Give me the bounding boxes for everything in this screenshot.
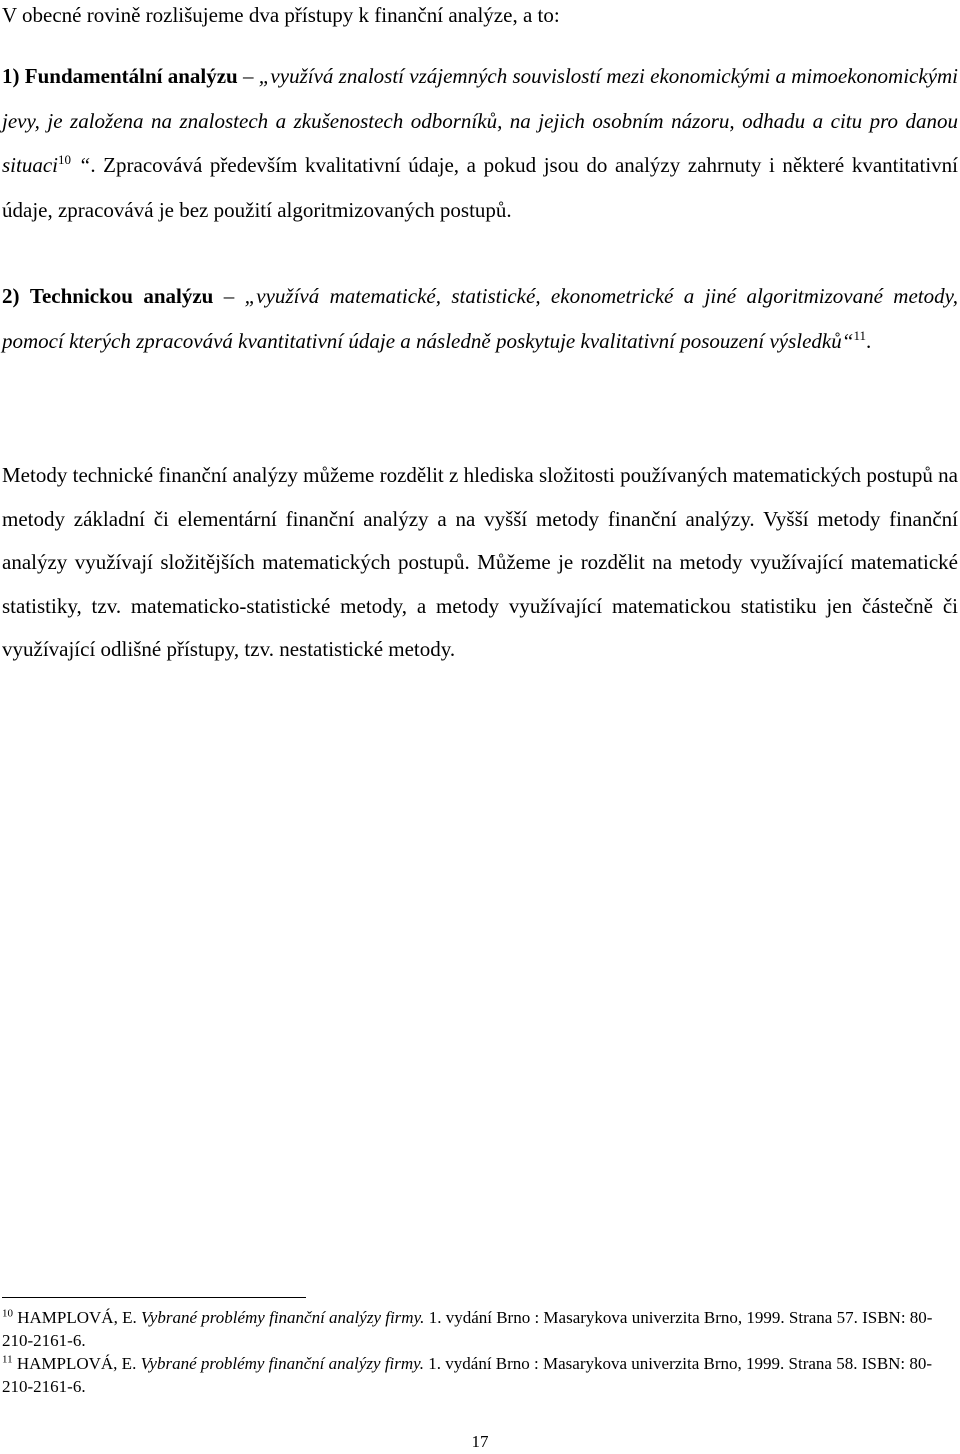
footnote-number: 10 [2, 1307, 13, 1320]
list-item-quote: „využívá matematické, statistické, ekonometrické a jiné algoritmizované metody, pomocí kterých zpracovává kvantitativní údaje a následně poskytuje kvalitativní posouzení výsledků [2, 284, 959, 353]
footnote-author: HAMPLOVÁ, E. [13, 1308, 141, 1327]
list-item-description: . [865, 328, 872, 353]
list-item-description: . Zpracovává především kvalitativní údaje, a pokud jsou do analýzy zahrnuty i některé kvantitativní údaje, zpracovává je bez použití algoritmizovaných postupů. [2, 153, 958, 222]
list-item-fundamental-analysis [2, 54, 958, 232]
list-item-dash: – [213, 284, 245, 308]
footnote-details: 1. vydání Brno : Masarykova univerzita Brno, 1999. Strana 57. ISBN: 80-210-2161-6. [2, 1308, 933, 1350]
list-item-quote-close: “ [841, 328, 854, 353]
footnote-title: Vybrané problémy finanční analýzy firmy. [140, 1308, 425, 1327]
footnote-reference: 10 [58, 152, 71, 167]
footnote [2, 1352, 958, 1398]
page-number: 17 [471, 1432, 489, 1451]
list-item-term: Technickou analýzu [29, 284, 214, 308]
list-item-number: 2) [2, 284, 20, 308]
footnote-author: HAMPLOVÁ, E. [12, 1354, 141, 1373]
list-item-quote: „využívá znalostí vzájemných souvislostí mezi ekonomickými a mimoekonomickými jevy, je založena na znalostech a zkušenostech odborníků, na jejich osobním názoru, odhadu a citu pro danou situaci [2, 64, 959, 177]
list-item-technical-analysis [2, 274, 958, 363]
list-item-quote-close: “ [71, 153, 91, 177]
footnote [2, 1306, 958, 1352]
list-item-term: Fundamentální analýzu [24, 64, 238, 88]
footnote-number: 11 [2, 1353, 13, 1366]
body-paragraph: Metody technické finanční analýzy můžeme rozdělit z hlediska složitosti používaných matematických postupů na metody základní či elementární finanční analýzy a na vyšší metody finanční analýzy. Vyšší metody finanční analýzy využívají složitějších matematických postupů. Můžeme je rozdělit na metody využívající matematické statistiky, tzv. matematicko-statistické metody, a metody využívající matematickou statistiku jen částečně či využívající odlišné přístupy, tzv. nestatistické metody. [2, 463, 958, 662]
footnotes [2, 1306, 958, 1398]
footnote-details: 1. vydání Brno : Masarykova univerzita Brno, 1999. Strana 58. ISBN: 80-210-2161-6. [2, 1354, 933, 1396]
list-item-number: 1) [2, 64, 20, 88]
footnote-reference: 11 [853, 327, 866, 343]
list-item-dash: – [237, 64, 259, 88]
footnote-title: Vybrané problémy finanční analýzy firmy. [140, 1354, 425, 1373]
footnote-divider [2, 1297, 306, 1298]
intro-sentence: V obecné rovině rozlišujeme dva přístupy k finanční analýze, a to: [2, 3, 560, 27]
